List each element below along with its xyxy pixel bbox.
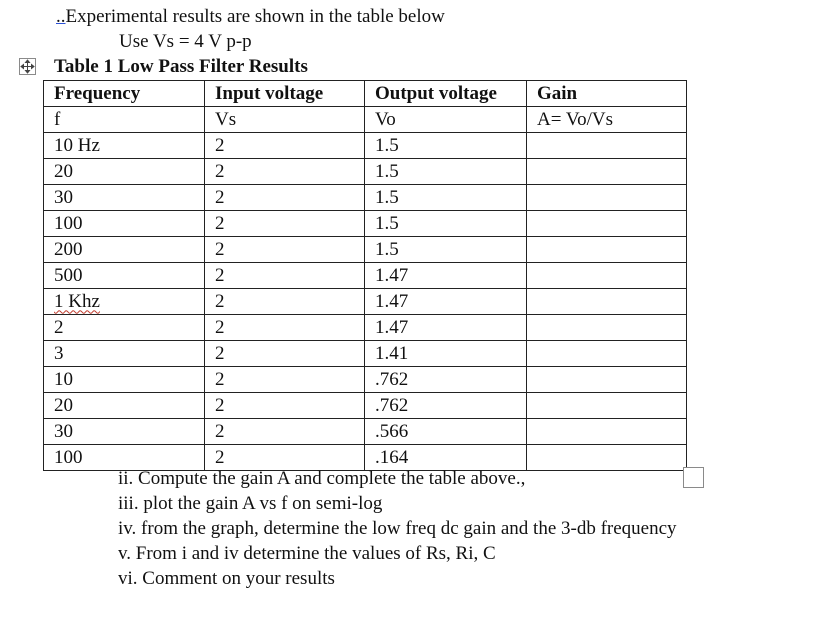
unit-output-voltage: Vo	[365, 107, 527, 133]
unit-input-voltage: Vs	[205, 107, 365, 133]
unit-gain: A= Vo/Vs	[527, 107, 687, 133]
table-row	[44, 133, 687, 159]
cell-frequency: 500	[44, 263, 205, 289]
cell-output: .762	[365, 393, 527, 419]
cell-output: 1.5	[365, 159, 527, 185]
table-row	[44, 289, 687, 315]
cell-output: 1.41	[365, 341, 527, 367]
cell-frequency	[44, 289, 205, 315]
cell-output: 1.47	[365, 263, 527, 289]
table-caption: Table 1 Low Pass Filter Results	[54, 56, 308, 77]
instruction-iii: iii. plot the gain A vs f on semi-log	[118, 493, 383, 514]
instruction-ii: ii. Compute the gain A and complete the table above.,	[118, 468, 526, 489]
cell-gain[interactable]	[527, 185, 687, 211]
instruction-iv	[118, 517, 677, 541]
cell-frequency: 2	[44, 315, 205, 341]
cell-gain[interactable]	[527, 445, 687, 471]
cell-gain[interactable]	[527, 289, 687, 315]
table-row	[44, 315, 687, 341]
cell-frequency-text: 1 Khz	[54, 290, 100, 312]
instruction-v: v. From i and iv determine the values of Rs, Ri, C	[118, 543, 496, 564]
cell-input: 2	[205, 133, 365, 159]
cell-gain[interactable]	[527, 133, 687, 159]
table-header-row	[44, 81, 687, 107]
intro-line	[56, 5, 445, 29]
cell-gain[interactable]	[527, 315, 687, 341]
unit-frequency: f	[44, 107, 205, 133]
cell-input: 2	[205, 367, 365, 393]
cell-frequency: 100	[44, 211, 205, 237]
table-row	[44, 211, 687, 237]
cell-gain[interactable]	[527, 263, 687, 289]
cell-gain[interactable]	[527, 159, 687, 185]
table-row	[44, 185, 687, 211]
cell-output: 1.5	[365, 133, 527, 159]
cell-gain[interactable]	[527, 393, 687, 419]
header-frequency: Frequency	[44, 81, 205, 107]
cell-input: 2	[205, 211, 365, 237]
cell-gain[interactable]	[527, 341, 687, 367]
table-row	[44, 393, 687, 419]
cell-input: 2	[205, 393, 365, 419]
cell-output: .164	[365, 445, 527, 471]
cell-gain[interactable]	[527, 419, 687, 445]
instruction-iv-text: iv. from the graph, determine the low freq dc gain and the 3-db frequency	[118, 518, 677, 539]
cell-input: 2	[205, 289, 365, 315]
cell-frequency: 200	[44, 237, 205, 263]
instruction-vi: vi. Comment on your results	[118, 568, 335, 589]
cell-input: 2	[205, 419, 365, 445]
cell-input: 2	[205, 315, 365, 341]
vs-line: Use Vs = 4 V p-p	[119, 31, 252, 52]
cell-frequency: 10 Hz	[44, 133, 205, 159]
cell-output: 1.47	[365, 315, 527, 341]
cell-input: 2	[205, 445, 365, 471]
cell-frequency: 20	[44, 159, 205, 185]
header-input-voltage: Input voltage	[205, 81, 365, 107]
cell-gain[interactable]	[527, 237, 687, 263]
cell-frequency: 10	[44, 367, 205, 393]
cell-gain[interactable]	[527, 367, 687, 393]
table-row	[44, 419, 687, 445]
intro-dots: ..	[56, 6, 66, 27]
table-units-row	[44, 107, 687, 133]
empty-checkbox-icon[interactable]	[683, 467, 704, 488]
table-row	[44, 367, 687, 393]
cell-output: .762	[365, 367, 527, 393]
cell-frequency: 20	[44, 393, 205, 419]
cell-output: 1.5	[365, 211, 527, 237]
table-row	[44, 237, 687, 263]
cell-frequency: 30	[44, 185, 205, 211]
results-table	[43, 80, 687, 471]
cell-frequency: 3	[44, 341, 205, 367]
table-row	[44, 159, 687, 185]
header-output-voltage: Output voltage	[365, 81, 527, 107]
cell-input: 2	[205, 185, 365, 211]
cell-frequency: 30	[44, 419, 205, 445]
cell-frequency: 100	[44, 445, 205, 471]
move-arrows-icon[interactable]	[19, 58, 36, 75]
cell-output: 1.5	[365, 185, 527, 211]
cell-output: .566	[365, 419, 527, 445]
cell-output: 1.47	[365, 289, 527, 315]
cell-input: 2	[205, 237, 365, 263]
cell-input: 2	[205, 341, 365, 367]
cell-output: 1.5	[365, 237, 527, 263]
table-row	[44, 263, 687, 289]
cell-gain[interactable]	[527, 211, 687, 237]
table-row	[44, 341, 687, 367]
intro-text: Experimental results are shown in the table below	[65, 6, 445, 27]
cell-input: 2	[205, 263, 365, 289]
header-gain: Gain	[527, 81, 687, 107]
cell-input: 2	[205, 159, 365, 185]
